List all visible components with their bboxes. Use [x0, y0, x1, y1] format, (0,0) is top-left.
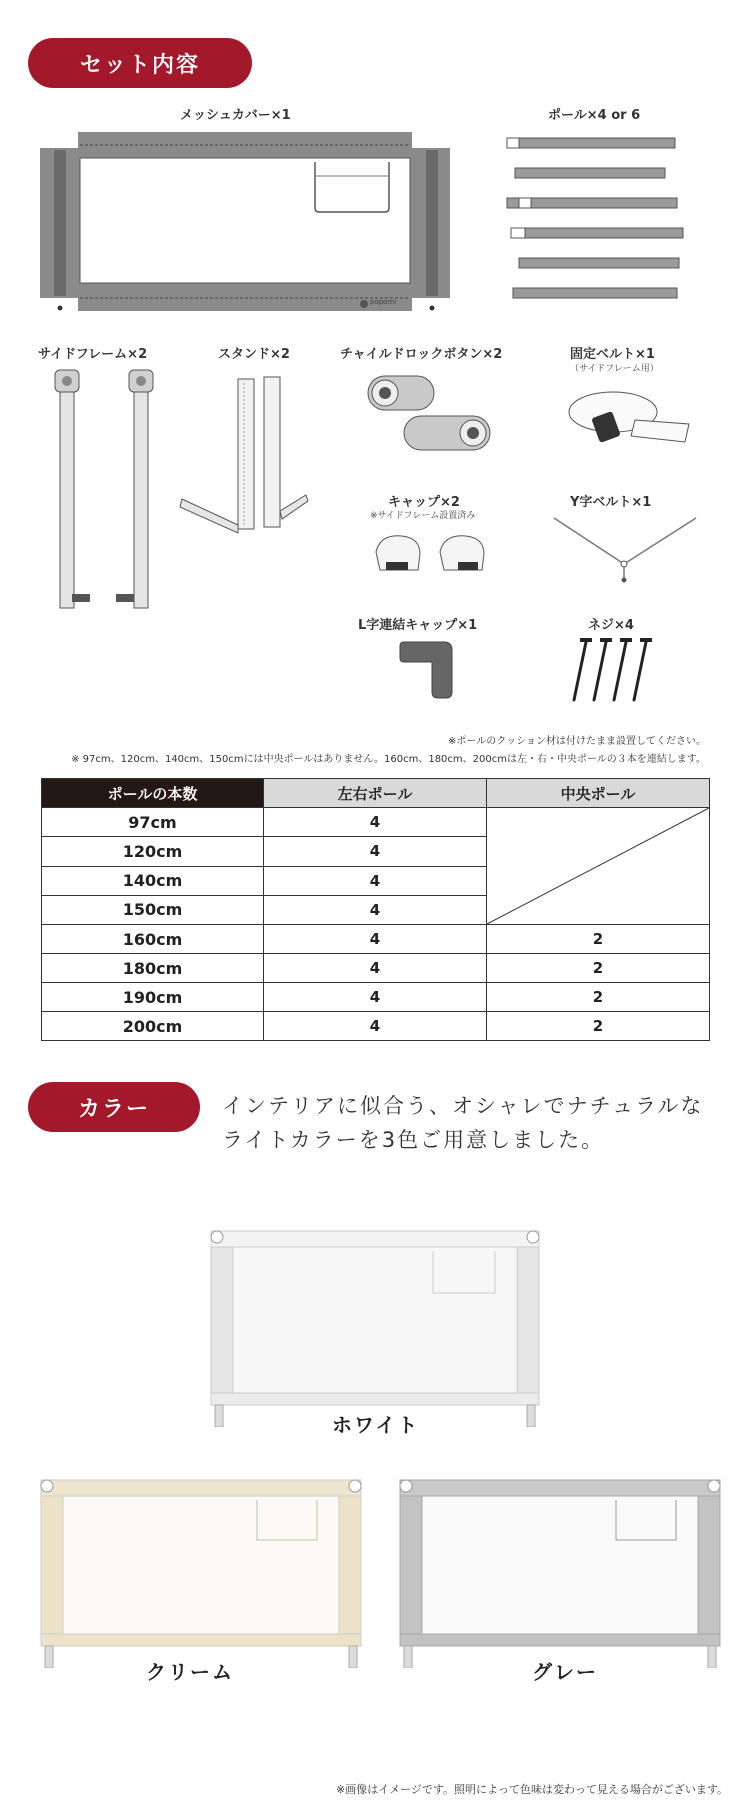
color-intro-line1: インテリアに似合う、オシャレでナチュラルな [222, 1094, 704, 1118]
child-lock-illustration [360, 372, 500, 462]
table-row [42, 808, 710, 837]
y-belt-illustration [550, 512, 700, 584]
table-row [42, 925, 710, 954]
lr-pole-cell: 4 [264, 837, 487, 866]
lr-pole-cell: 4 [264, 983, 487, 1012]
lr-pole-cell: 4 [264, 866, 487, 895]
cap-label: キャップ×2 [388, 495, 460, 510]
brand-mark: popomi [370, 298, 397, 306]
y-belt-label: Y字ベルト×1 [570, 495, 652, 510]
lr-pole-cell: 4 [264, 954, 487, 983]
diagonal-line [487, 808, 709, 924]
screw-label: ネジ×4 [588, 618, 634, 633]
center-pole-empty-cell [487, 808, 710, 925]
l-cap-illustration [396, 640, 456, 700]
bed-rail-gray-image [394, 1474, 726, 1668]
size-cell: 97cm [42, 808, 264, 837]
size-cell: 140cm [42, 866, 264, 895]
size-cell: 120cm [42, 837, 264, 866]
poles-label: ポール×4 or 6 [548, 108, 641, 123]
pole-count-table [41, 778, 710, 1041]
color-intro-line2: ライトカラーを3色ご用意しました。 [222, 1128, 605, 1152]
color-name-cream: クリーム [146, 1660, 234, 1684]
table-header: 左右ポール [264, 779, 487, 808]
stand-illustration [178, 375, 313, 550]
lr-pole-cell: 4 [264, 808, 487, 837]
color-heading: カラー [28, 1082, 200, 1132]
center-pole-cell: 2 [487, 925, 710, 954]
size-cell: 200cm [42, 1012, 264, 1041]
table-row [42, 1012, 710, 1041]
color-name-white: ホワイト [332, 1413, 420, 1437]
fix-belt-label: 固定ベルト×1 [570, 347, 655, 362]
cap-illustration [368, 528, 498, 580]
side-frame-label: サイドフレーム×2 [38, 347, 148, 362]
table-header-row [42, 779, 710, 808]
bed-rail-white-image [205, 1225, 545, 1427]
size-cell: 180cm [42, 954, 264, 983]
fix-belt-sub-label: （サイドフレーム用） [570, 364, 659, 374]
table-header: 中央ポール [487, 779, 710, 808]
center-pole-cell: 2 [487, 954, 710, 983]
mesh-cover-illustration [40, 128, 460, 318]
child-lock-label: チャイルドロックボタン×2 [340, 347, 503, 362]
size-cell: 190cm [42, 983, 264, 1012]
screw-illustration [566, 636, 666, 706]
center-pole-cell: 2 [487, 1012, 710, 1041]
center-pole-note: ※ 97cm、120cm、140cm、150cmには中央ポールはありません。160cm、180cm、200cmは左・右・中央ポールの３本を連結します。 [71, 754, 706, 765]
size-cell: 150cm [42, 895, 264, 924]
lr-pole-cell: 4 [264, 925, 487, 954]
side-frame-illustration [50, 368, 160, 613]
center-pole-cell: 2 [487, 983, 710, 1012]
color-footnote: ※画像はイメージです。照明によって色味は変わって見える場合がございます。 [335, 1783, 728, 1796]
poles-illustration [505, 130, 685, 310]
table-header: ポールの本数 [42, 779, 264, 808]
size-cell: 160cm [42, 925, 264, 954]
set-contents-heading: セット内容 [28, 38, 252, 88]
color-name-gray: グレー [532, 1660, 598, 1684]
mesh-cover-label: メッシュカバー×1 [180, 108, 291, 123]
stand-label: スタンド×2 [218, 347, 290, 362]
bed-rail-cream-image [35, 1474, 367, 1668]
lr-pole-cell: 4 [264, 895, 487, 924]
table-row [42, 954, 710, 983]
lr-pole-cell: 4 [264, 1012, 487, 1041]
cap-sub-label: ※サイドフレーム設置済み [370, 511, 476, 521]
l-cap-label: L字連結キャップ×1 [358, 618, 478, 633]
fix-belt-illustration [565, 380, 695, 450]
table-row [42, 983, 710, 1012]
cushion-note: ※ポールのクッション材は付けたまま設置してください。 [448, 736, 706, 747]
